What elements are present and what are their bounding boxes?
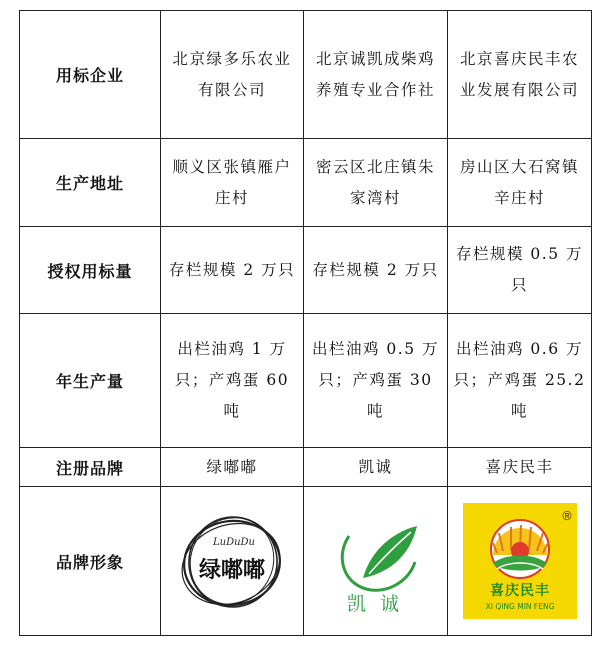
table-cell: 出栏油鸡 0.5 万只；产鸡蛋 30 吨 — [311, 340, 439, 420]
table-cell: 北京喜庆民丰农业发展有限公司 — [459, 49, 579, 99]
table-cell: 出栏油鸡 0.6 万只；产鸡蛋 25.2 吨 — [453, 340, 586, 420]
table-cell: 房山区大石窝镇辛庄村 — [459, 157, 579, 207]
xiqing-pinyin-text: XI QING MIN FENG — [485, 602, 554, 611]
row-label-address: 生产地址 — [55, 174, 124, 193]
table-cell: 绿嘟嘟 — [206, 457, 258, 476]
table-cell: 北京诚凯成柴鸡养殖专业合作社 — [315, 49, 435, 99]
table-cell: 存栏规模 0.5 万只 — [455, 245, 583, 294]
row-label-annual-output: 年生产量 — [55, 372, 124, 391]
kaicheng-logo — [331, 506, 421, 616]
row-label-authorized-quantity: 授权用标量 — [47, 261, 133, 281]
table-cell: 存栏规模 2 万只 — [312, 260, 439, 279]
ludu-chinese-text: 绿嘟嘟 — [198, 558, 266, 583]
table-cell: 凯诚 — [358, 457, 393, 476]
xiqing-logo — [463, 503, 577, 619]
xiqing-logo-cell — [448, 487, 591, 635]
table-rule — [19, 635, 592, 636]
brand-table — [19, 10, 592, 636]
xiqing-chinese-text: 喜庆民丰 — [489, 583, 550, 599]
kaicheng-logo-cell — [304, 487, 447, 635]
table-cell: 喜庆民丰 — [485, 457, 554, 476]
table-cell: 存栏规模 2 万只 — [168, 260, 296, 279]
kaicheng-chinese-text: 凯 诚 — [346, 593, 403, 615]
table-rule — [591, 10, 592, 636]
table-cell: 出栏油鸡 1 万只；产鸡蛋 60 吨 — [174, 340, 290, 420]
ludu-logo-cell — [161, 487, 303, 635]
table-cell: 密云区北庄镇朱家湾村 — [315, 157, 435, 207]
ludu-logo — [178, 507, 286, 615]
row-label-brand-image: 品牌形象 — [55, 552, 124, 572]
table-cell: 顺义区张镇雁户庄村 — [172, 157, 292, 207]
table-cell: 北京绿多乐农业有限公司 — [172, 49, 292, 99]
row-label-registered-brand: 注册品牌 — [55, 458, 124, 478]
registered-mark: ® — [560, 509, 573, 523]
row-label-enterprise: 用标企业 — [55, 66, 124, 85]
ludu-latin-text: LuDuDu — [213, 537, 255, 548]
